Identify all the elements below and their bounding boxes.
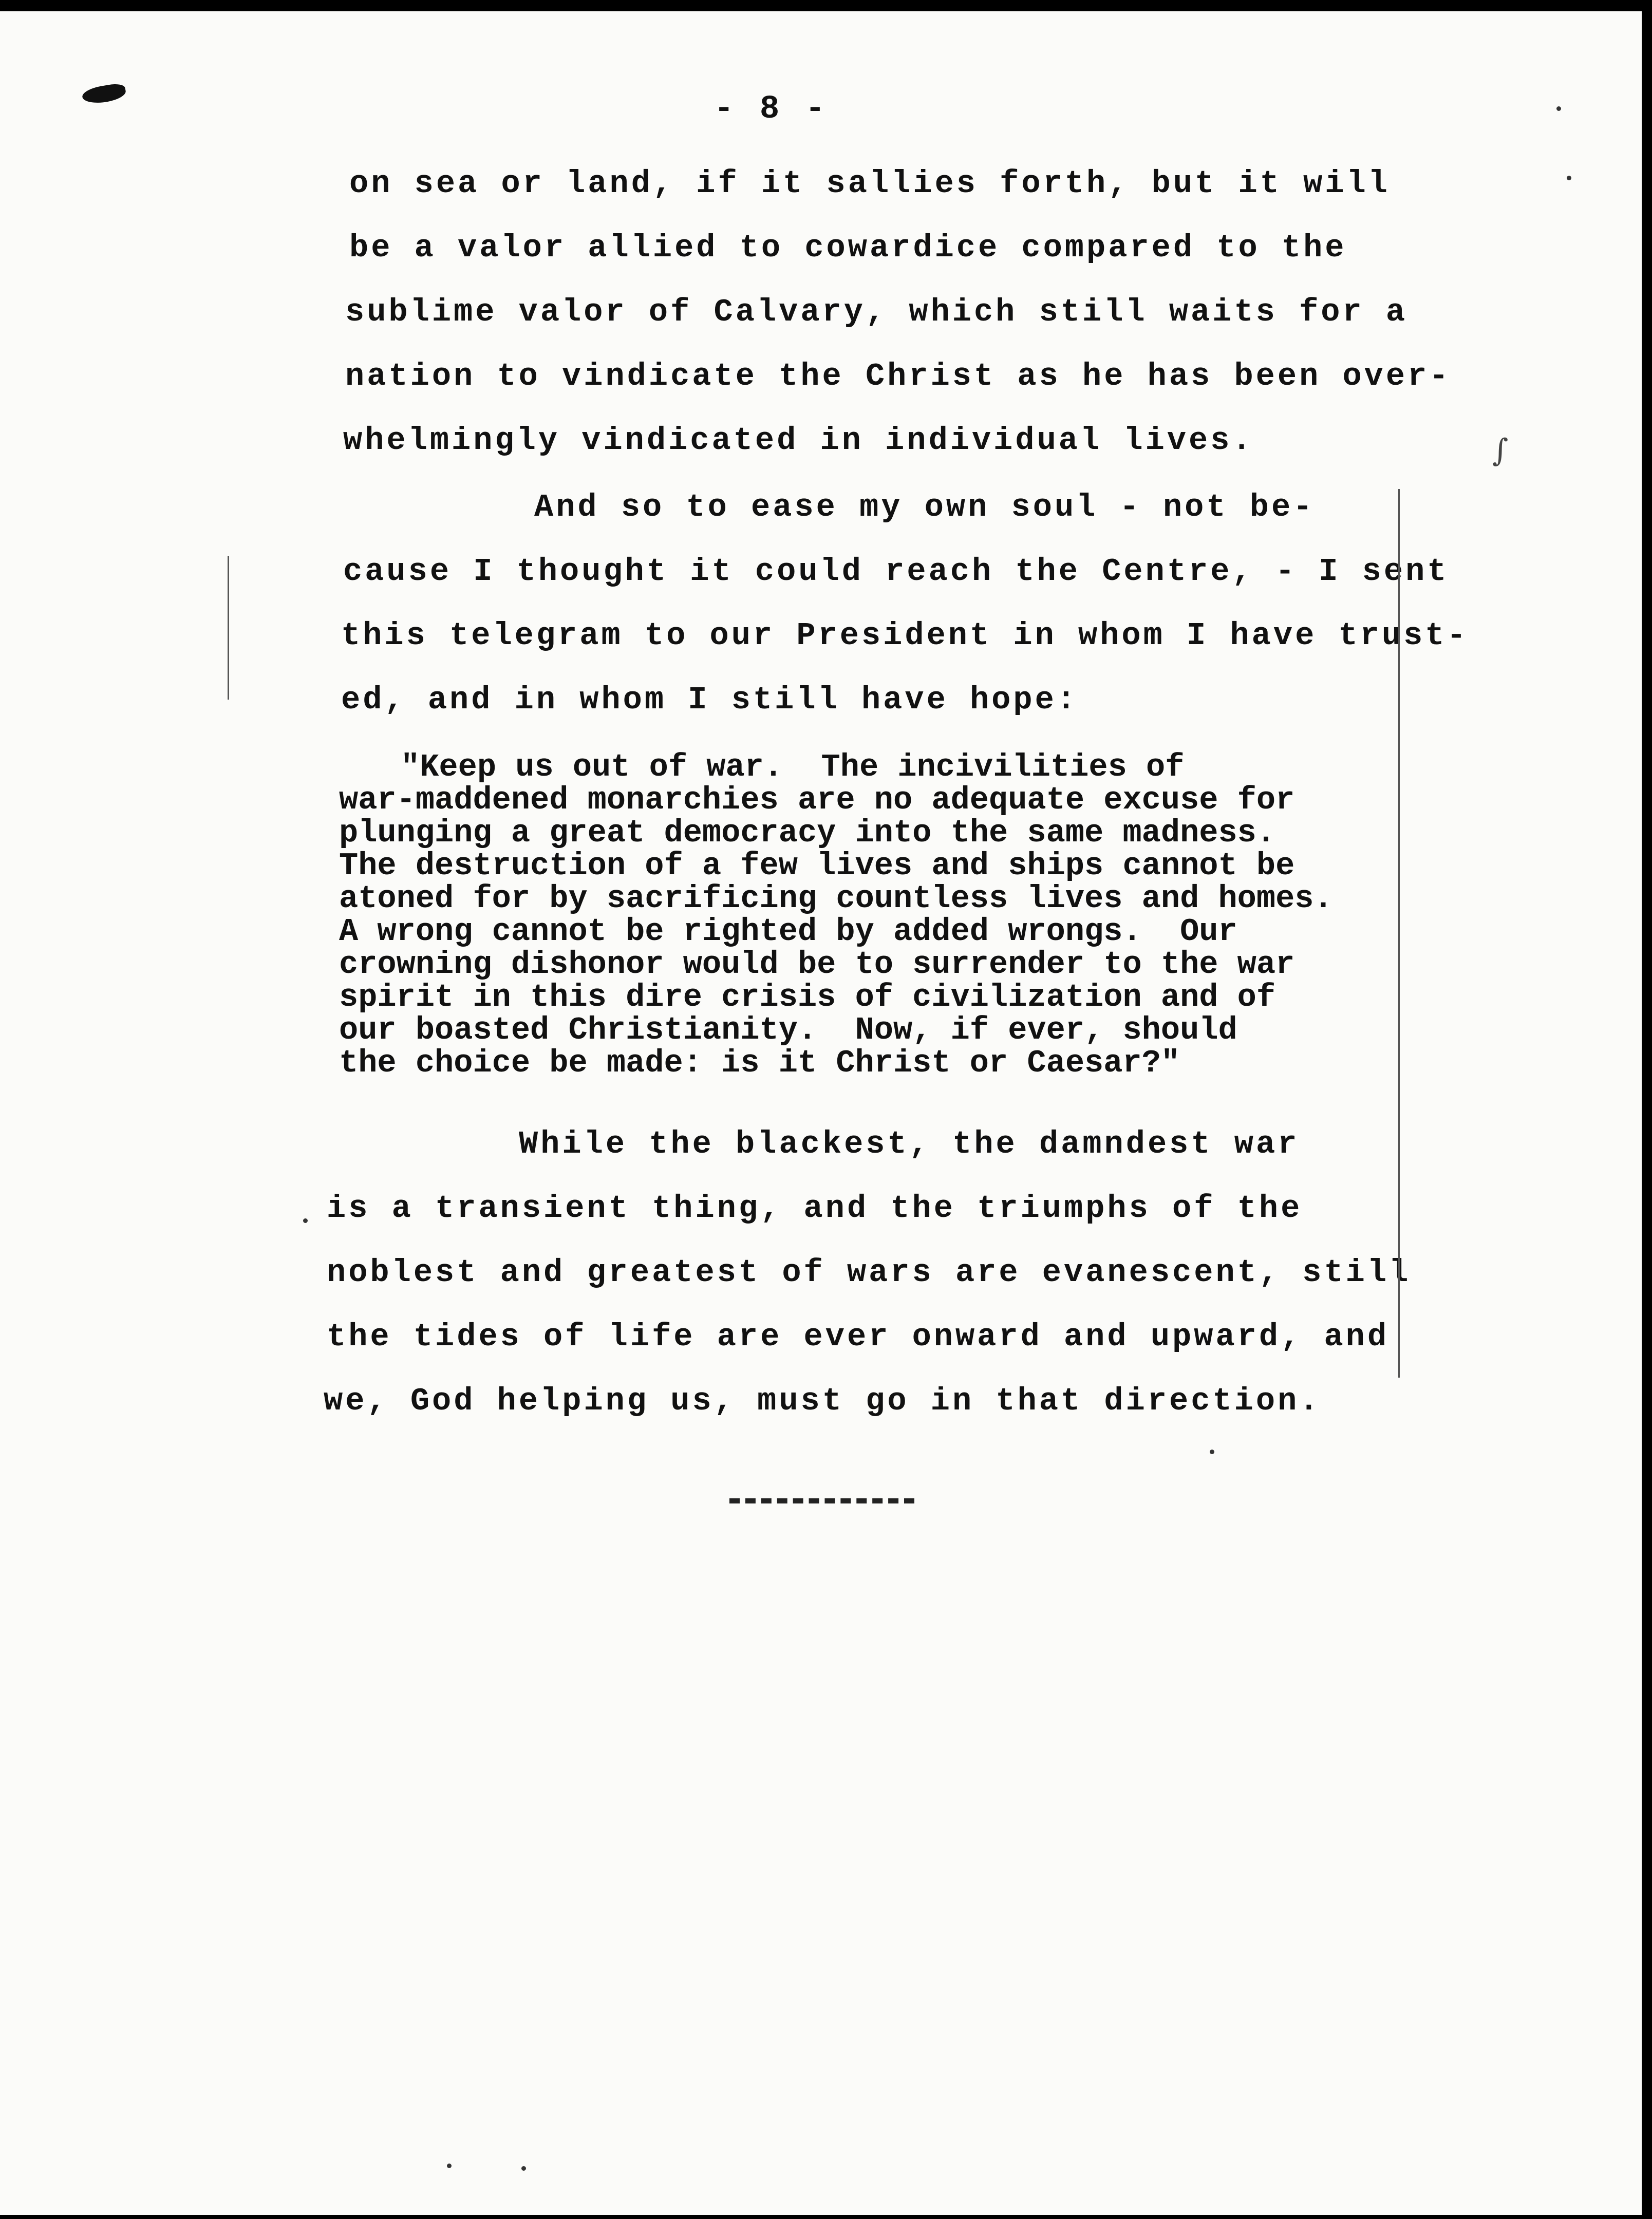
speck xyxy=(1556,106,1561,111)
body-line: sublime valor of Calvary, which still waits for a xyxy=(345,294,1408,330)
body-line: on sea or land, if it sallies forth, but it will xyxy=(349,165,1390,202)
speck xyxy=(303,1218,308,1223)
telegram-quote-line: The destruction of a few lives and ships cannot be xyxy=(339,848,1295,884)
speck xyxy=(1567,176,1571,180)
telegram-quote-line: atoned for by sacrificing countless lives and homes. xyxy=(339,880,1333,917)
telegram-quote-line: our boasted Christianity. Now, if ever, should xyxy=(339,1012,1237,1048)
telegram-quote-line: "Keep us out of war. The incivilities of xyxy=(401,749,1185,785)
body-line: we, God helping us, must go in that direction. xyxy=(324,1383,1321,1419)
body-line: And so to ease my own soul - not be- xyxy=(534,489,1315,525)
body-line: noblest and greatest of wars are evanescent, still xyxy=(327,1254,1411,1291)
body-line: While the blackest, the damndest war xyxy=(519,1126,1300,1162)
body-line: this telegram to our President in whom I have trust- xyxy=(341,617,1469,654)
margin-rule-right xyxy=(1398,489,1400,1378)
telegram-quote-line: A wrong cannot be righted by added wrongs. Our xyxy=(339,913,1237,950)
body-line: be a valor allied to cowardice compared to the xyxy=(349,230,1347,266)
closing-rule xyxy=(729,1498,914,1503)
document-page xyxy=(0,11,1642,2215)
telegram-quote-line: crowning dishonor would be to surrender to the war xyxy=(339,946,1295,983)
body-line: is a transient thing, and the triumphs of the xyxy=(327,1190,1303,1227)
margin-mark-icon: ∫ xyxy=(1492,432,1509,468)
telegram-quote-line: war-maddened monarchies are no adequate excuse for xyxy=(339,782,1295,818)
speck xyxy=(1210,1450,1214,1454)
body-line: ed, and in whom I still have hope: xyxy=(341,682,1079,718)
margin-rule-left xyxy=(228,556,229,700)
body-line: nation to vindicate the Christ as he has been over- xyxy=(345,358,1451,394)
body-line: cause I thought it could reach the Centre, - I sent xyxy=(343,553,1449,590)
speck xyxy=(521,2166,526,2171)
body-line: the tides of life are ever onward and upward, and xyxy=(327,1319,1390,1355)
telegram-quote-line: the choice be made: is it Christ or Caesar?" xyxy=(339,1045,1180,1081)
speck xyxy=(447,2164,452,2168)
telegram-quote-line: plunging a great democracy into the same madness. xyxy=(339,815,1276,851)
page-number: - 8 - xyxy=(714,91,829,128)
body-line: whelmingly vindicated in individual lives. xyxy=(343,422,1254,459)
ink-blot xyxy=(81,82,127,106)
telegram-quote-line: spirit in this dire crisis of civilization and of xyxy=(339,979,1276,1016)
